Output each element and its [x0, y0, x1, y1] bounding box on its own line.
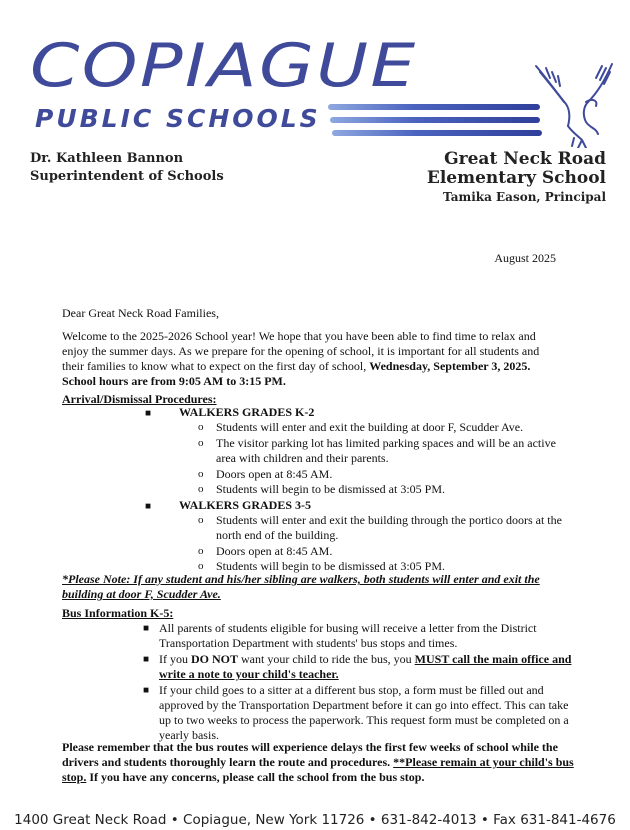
eagle-icon: [526, 62, 618, 148]
square-bullet-icon: ■: [143, 623, 150, 634]
list-item: ■ If you DO NOT want your child to ride the bus, you MUST call the main office and write a note to your child's teacher.: [143, 652, 572, 681]
circle-bullet-icon: o: [198, 437, 204, 449]
list-item: o Students will begin to be dismissed at 3:05 PM.: [198, 482, 446, 496]
list-item: ■ All parents of students eligible for busing will receive a letter from the District Transportation Department with students' bus stops and times.: [143, 621, 537, 650]
circle-bullet-icon: o: [198, 514, 204, 526]
circle-bullet-icon: o: [198, 560, 204, 572]
list-item: o Students will enter and exit the building through the portico doors at the north end of the building.: [198, 513, 562, 542]
square-bullet-icon: ■: [145, 408, 152, 419]
superintendent-name: Dr. Kathleen Bannon: [30, 151, 184, 166]
first-day-info: Wednesday, September 3, 2025. School hours are from 9:05 AM to 3:15 PM.: [62, 359, 531, 388]
circle-bullet-icon: o: [198, 468, 204, 480]
list-item: o Doors open at 8:45 AM.: [198, 544, 333, 558]
arrival-section-title: Arrival/Dismissal Procedures:: [62, 392, 217, 406]
school-name-line2: Elementary School: [426, 168, 606, 188]
list-item: o Students will enter and exit the building at door F, Scudder Ave.: [198, 420, 524, 434]
circle-bullet-icon: o: [198, 421, 204, 433]
circle-bullet-icon: o: [198, 545, 204, 557]
superintendent-title: Superintendent of Schools: [30, 169, 224, 184]
district-logo-title: COPIAGUE: [30, 31, 418, 101]
circle-bullet-icon: o: [198, 483, 204, 495]
list-item: ■ If your child goes to a sitter at a different bus stop, a form must be filled out and approved by the Transportation Department before it can go into effect. This can take up to two weeks to process the paperwork. This request form must be completed on a yearly basis.: [143, 683, 569, 742]
walkers-35-heading: ■ WALKERS GRADES 3-5: [145, 498, 312, 512]
letter-date: August 2025: [494, 251, 556, 265]
list-item: o Students will begin to be dismissed at 3:05 PM.: [198, 559, 446, 573]
list-item: o Doors open at 8:45 AM.: [198, 467, 333, 481]
footer-address: 1400 Great Neck Road • Copiague, New York 11726 • 631-842-4013 • Fax 631-841-4676: [14, 812, 616, 828]
walkers-note: *Please Note: If any student and his/her sibling are walkers, both students will enter and exit the building at door F, Scudder Ave.: [62, 572, 540, 601]
logo-stripe: [328, 104, 540, 110]
closing-paragraph: Please remember that the bus routes will experience delays the first few weeks of school while the drivers and students thoroughly learn the route and procedures. **Please remain at your child's bus stop. If you have any concerns, please call the school from the bus stop.: [62, 740, 574, 784]
walkers-k2-heading: ■ WALKERS GRADES K-2: [145, 405, 315, 419]
list-item: o The visitor parking lot has limited parking spaces and will be an active area with children and their parents.: [198, 436, 556, 465]
principal-name: Tamika Eason, Principal: [442, 190, 606, 204]
salutation: Dear Great Neck Road Families,: [62, 306, 219, 320]
intro-paragraph: [62, 329, 562, 389]
logo-stripe: [330, 117, 540, 123]
square-bullet-icon: ■: [143, 685, 150, 696]
intro-text: Welcome to the 2025-2026 School year! We hope that you have been able to find time to relax and enjoy the summer days. As we prepare for the opening of school, it is important for all students and their families to know what to expect on the first day of school,: [62, 329, 540, 373]
square-bullet-icon: ■: [145, 501, 152, 512]
school-name-line1: Great Neck Road: [444, 149, 606, 169]
logo-stripe: [332, 130, 542, 136]
district-logo-subtitle: PUBLIC SCHOOLS: [35, 104, 321, 133]
bus-section-title: Bus Information K-5:: [62, 606, 174, 620]
square-bullet-icon: ■: [143, 654, 150, 665]
